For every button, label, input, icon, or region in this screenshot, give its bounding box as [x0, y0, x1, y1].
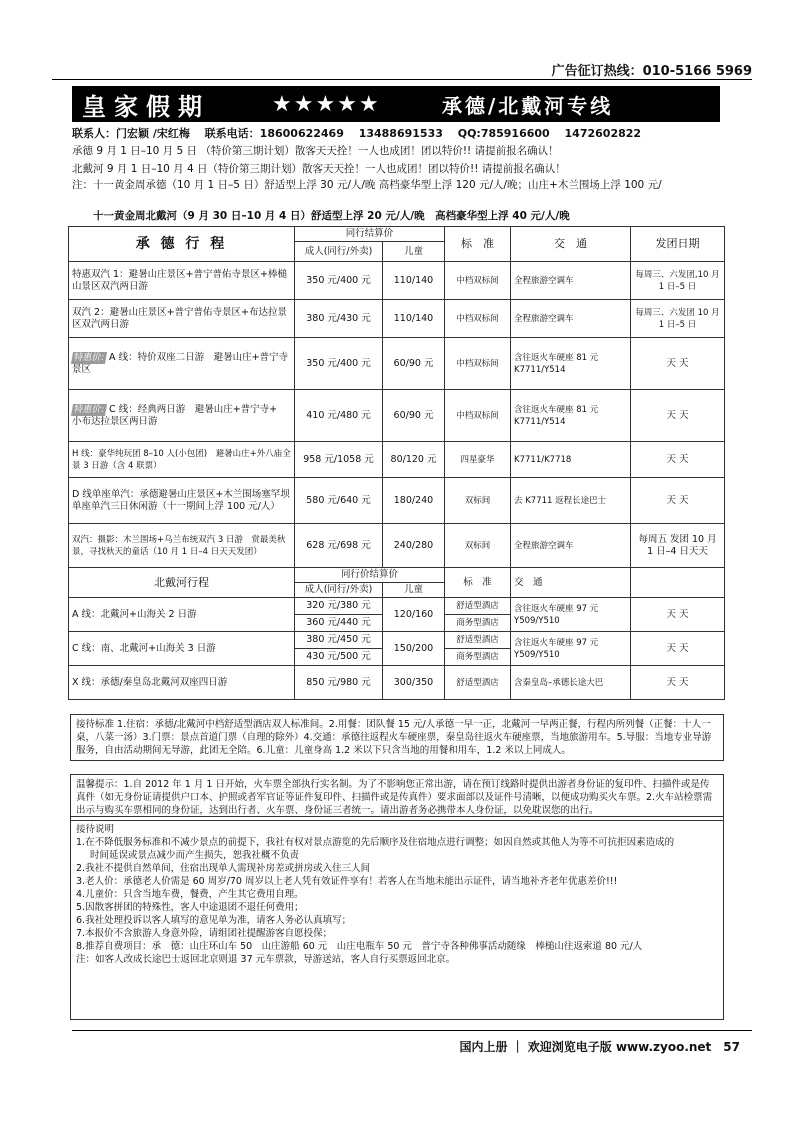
info-line-1: 承德 9 月 1 日–10 月 5 日 （特价第三期计划）散客天天拴！一人也成团！团以特价!! 请提前报名确认！ — [72, 145, 559, 157]
table-row — [69, 524, 725, 568]
route-cell: 特惠双汽 1：避暑山庄景区+普宁普佑寺景区+棒槌山景区双汽两日游 — [69, 262, 295, 300]
standard-cell: 商务型酒店 — [445, 649, 511, 666]
table-row — [69, 478, 725, 524]
child-price: 80/120 元 — [383, 442, 445, 478]
standard-cell: 中档双标间 — [445, 390, 511, 442]
child-price: 120/160 — [383, 598, 445, 632]
route-cell: D 线单座单汽：承德避暑山庄景区+木兰围场塞罕坝单座单汽三日休闲游（十一期间上浮 100 元/人） — [69, 478, 295, 524]
service-standards: 接待标准 1.住宿：承德/北戴河中档舒适型酒店双人标准间。2.用餐：团队餐 15 元/人承德一早一正，北戴河一早两正餐，行程内所列餐（正餐：十人一桌，八菜一汤）3.门票：景点首道门票（自理的除外）4.交通：承德往返程火车硬座票，秦皇岛往返火车硬座票，当地旅游用车。5.导服：当地专业导游服务，自由活动期间无导游，此团无全陪。6.儿童：儿童身高 1.2 米以下只含当地的用餐和用车，1.2 米以上同成人。 — [70, 714, 724, 761]
table-row — [69, 632, 725, 649]
transport-cell: 全程旅游空调车 — [511, 262, 631, 300]
bdh-transport-header: 交 通 — [511, 568, 631, 598]
note-item: 7.本报价不含旅游人身意外险，请组团社提醒游客自愿投保； — [76, 928, 333, 939]
route-cell: 双汽：摄影：木兰围场+乌兰布统双汽 3 日游 赏最美秋景，寻找秋天的童话（10 月 1 日–4 日天天发团） — [69, 524, 295, 568]
transport-cell: 含秦皇岛–承德长途大巴 — [511, 666, 631, 700]
route-cell: X 线：承德/秦皇岛北戴河双座四日游 — [69, 666, 295, 700]
bdh-route-header: 北戴河行程 — [69, 568, 295, 598]
standard-cell: 双标间 — [445, 478, 511, 524]
star-rating: ★★★★★ — [272, 91, 381, 117]
transport-cell: 全程旅游空调车 — [511, 300, 631, 338]
transport-cell: 含往返火车硬座 97 元 Y509/Y510 — [511, 598, 631, 632]
transport-cell: K7711/K7718 — [511, 442, 631, 478]
child-price: 240/280 — [383, 524, 445, 568]
table-row — [69, 300, 725, 338]
info-line-2: 北戴河 9 月 1 日–10 月 4 日（特价第三期计划）散客天天拴！一人也成团！团以特价!! 请提前报名确认！ — [72, 163, 566, 175]
bdh-price-group-header: 同行价结算价 — [295, 568, 445, 583]
standard-cell: 中档双标间 — [445, 300, 511, 338]
adult-price: 380 元/430 元 — [295, 300, 383, 338]
standard-cell: 商务型酒店 — [445, 615, 511, 632]
table-row — [69, 338, 725, 390]
transport-cell: 含往返火车硬座 81 元 K7711/Y514 — [511, 390, 631, 442]
transport-cell: 去 K7711 返程长途巴士 — [511, 478, 631, 524]
departure-cell: 天 天 — [631, 478, 725, 524]
note-item: 2.我社不提供自然单间，住宿出现单人需现补房差或拼房或入住三人间 — [76, 863, 371, 874]
footer-rule — [72, 1030, 752, 1031]
departure-cell: 天 天 — [631, 598, 725, 632]
adult-price: 350 元/400 元 — [295, 262, 383, 300]
route-text: A 线：特价双座二日游 避暑山庄+普宁寺景区 — [72, 351, 289, 375]
child-price: 300/350 — [383, 666, 445, 700]
bdh-standard-header: 标 准 — [445, 568, 511, 598]
tour-price-table — [68, 226, 725, 700]
hotline: 广告征订热线：010-5166 5969 — [551, 64, 752, 79]
reception-notes — [70, 816, 724, 1020]
transport-cell: 含往返火车硬座 81 元 K7711/Y514 — [511, 338, 631, 390]
route-text: C 线：经典两日游 避暑山庄+普宁寺+ 小布达拉景区两日游 — [72, 403, 287, 427]
standard-cell: 四星豪华 — [445, 442, 511, 478]
col-standard-header: 标 准 — [445, 227, 511, 262]
banner — [72, 86, 720, 122]
table-row — [69, 390, 725, 442]
table-row — [69, 598, 725, 615]
standard-cell: 舒适型酒店 — [445, 632, 511, 649]
child-price: 180/240 — [383, 478, 445, 524]
bdh-adult-header: 成人(同行/外卖) — [295, 583, 383, 598]
adult-price: 850 元/980 元 — [295, 666, 383, 700]
note-item: 3.老人价：承德老人价需是 60 周岁/70 周岁以上老人凭有效证件享有！若客人在当地未能出示证件，请当地补齐老年优惠差价!!! — [76, 876, 618, 887]
standard-cell: 舒适型酒店 — [445, 598, 511, 615]
brand-title: 皇家假期 — [82, 92, 210, 121]
page-footer: 国内上册 ｜ 欢迎浏览电子版 www.zyoo.net 57 — [459, 1040, 740, 1054]
departure-cell: 天 天 — [631, 632, 725, 666]
warm-tips: 温馨提示：1.自 2012 年 1 月 1 日开始，火车票全部执行实名制。为了不影响您正常出游，请在预订线路时提供出游者身份证的复印件、扫描件或是传真件（如无身份证请提供户口本、护照或者军官证等证件复印件、扫描件或是传真件）要求面部以及证件号清晰，以便成功购买火车票。2.火车站检票需出示与购买车票相同的身份证，达到出行者、火车票、身份证三者统一。请出游者务必携带本人身份证，以免耽误您的出行。 — [70, 774, 724, 821]
col-departure-header: 发团日期 — [631, 227, 725, 262]
note-item: 4.儿童价：只含当地车费，餐费，产生其它费用自理。 — [76, 889, 304, 900]
child-price: 150/200 — [383, 632, 445, 666]
adult-price: 628 元/698 元 — [295, 524, 383, 568]
standard-cell: 中档双标间 — [445, 338, 511, 390]
departure-cell: 天 天 — [631, 442, 725, 478]
col-adult-header: 成人(同行/外卖) — [295, 242, 383, 262]
info-line-4: 十一黄金周北戴河（9 月 30 日–10 月 4 日）舒适型上浮 20 元/人/晚 高档豪华型上浮 40 元/人/晚 — [72, 210, 570, 222]
note-item: 5.因散客拼团的特殊性，客人中途退团不退任何费用； — [76, 902, 304, 913]
notes-title: 接待说明 — [76, 824, 115, 835]
route-cell: 双汽 2：避暑山庄景区+普宁普佑寺景区+布达拉景区双汽两日游 — [69, 300, 295, 338]
top-rule — [52, 79, 752, 80]
adult-price: 580 元/640 元 — [295, 478, 383, 524]
special-price-tag: 特惠价: — [71, 404, 107, 416]
adult-price: 380 元/450 元 — [295, 632, 383, 649]
bdh-departure-header — [631, 568, 725, 598]
note-item: 6.我社处理投诉以客人填写的意见单为准，请客人务必认真填写； — [76, 915, 352, 926]
standard-cell: 双标间 — [445, 524, 511, 568]
col-price-group-header: 同行结算价 — [295, 227, 445, 242]
departure-cell: 天 天 — [631, 666, 725, 700]
adult-price: 430 元/500 元 — [295, 649, 383, 666]
route-title: 承德/北戴河专线 — [442, 93, 614, 118]
note-item: 1.在不降低服务标准和不减少景点的前提下，我社有权对景点游览的先后顺序及住宿地点进行调整；如因自然或其他人为等不可抗拒因素造成的 — [76, 837, 675, 848]
route-cell — [69, 390, 295, 442]
child-price: 60/90 元 — [383, 338, 445, 390]
standard-cell: 舒适型酒店 — [445, 666, 511, 700]
note-item: 8.推荐自费项目：承 德：山庄环山车 50 山庄游船 60 元 山庄电瓶车 50 元 普宁寺各种佛事活动随缘 棒槌山往返索道 80 元/人 — [76, 941, 643, 952]
adult-price: 410 元/480 元 — [295, 390, 383, 442]
departure-cell: 每周三、六发团 10 月 1 日–5 日 — [631, 300, 725, 338]
child-price: 110/140 — [383, 262, 445, 300]
table-row — [69, 262, 725, 300]
adult-price: 320 元/380 元 — [295, 598, 383, 615]
adult-price: 958 元/1058 元 — [295, 442, 383, 478]
table-row — [69, 442, 725, 478]
adult-price: 360 元/440 元 — [295, 615, 383, 632]
col-child-header: 儿童 — [383, 242, 445, 262]
table-row — [69, 666, 725, 700]
standard-cell: 中档双标间 — [445, 262, 511, 300]
departure-cell: 每周三、六发团,10 月 1 日–5 日 — [631, 262, 725, 300]
departure-cell: 天 天 — [631, 338, 725, 390]
adult-price: 350 元/400 元 — [295, 338, 383, 390]
contact-line: 联系人：门宏颖 /宋红梅 联系电话：18600622469 13488691533 QQ:785916600 1472602822 — [72, 127, 642, 140]
col-transport-header: 交 通 — [511, 227, 631, 262]
child-price: 60/90 元 — [383, 390, 445, 442]
child-price: 110/140 — [383, 300, 445, 338]
col-route-header: 承 德 行 程 — [69, 227, 295, 262]
route-cell: A 线：北戴河+山海关 2 日游 — [69, 598, 295, 632]
info-line-3: 注：十一黄金周承德（10 月 1 日–5 日）舒适型上浮 30 元/人/晚 高档豪华型上浮 120 元/人/晚；山庄+木兰围场上浮 100 元/ — [72, 179, 662, 191]
route-cell: C 线：南、北戴河+山海关 3 日游 — [69, 632, 295, 666]
note-item: 时间延误或景点减少而产生损失，恕我社概不负责 — [90, 850, 300, 861]
route-cell — [69, 338, 295, 390]
departure-cell: 天 天 — [631, 390, 725, 442]
bdh-child-header: 儿童 — [383, 583, 445, 598]
special-price-tag: 特惠价: — [71, 352, 107, 364]
note-item: 注：如客人改成长途巴士返回北京则退 37 元车票款，导游送站，客人自行买票返回北京。 — [76, 954, 456, 965]
departure-cell: 每周五 发团 10 月 1 日–4 日天天 — [631, 524, 725, 568]
route-cell: H 线：豪华纯玩团 8–10 人(小包团) 避暑山庄+外八庙全景 3 日游（含 4 联票） — [69, 442, 295, 478]
transport-cell: 全程旅游空调车 — [511, 524, 631, 568]
transport-cell: 含往返火车硬座 97 元 Y509/Y510 — [511, 632, 631, 666]
